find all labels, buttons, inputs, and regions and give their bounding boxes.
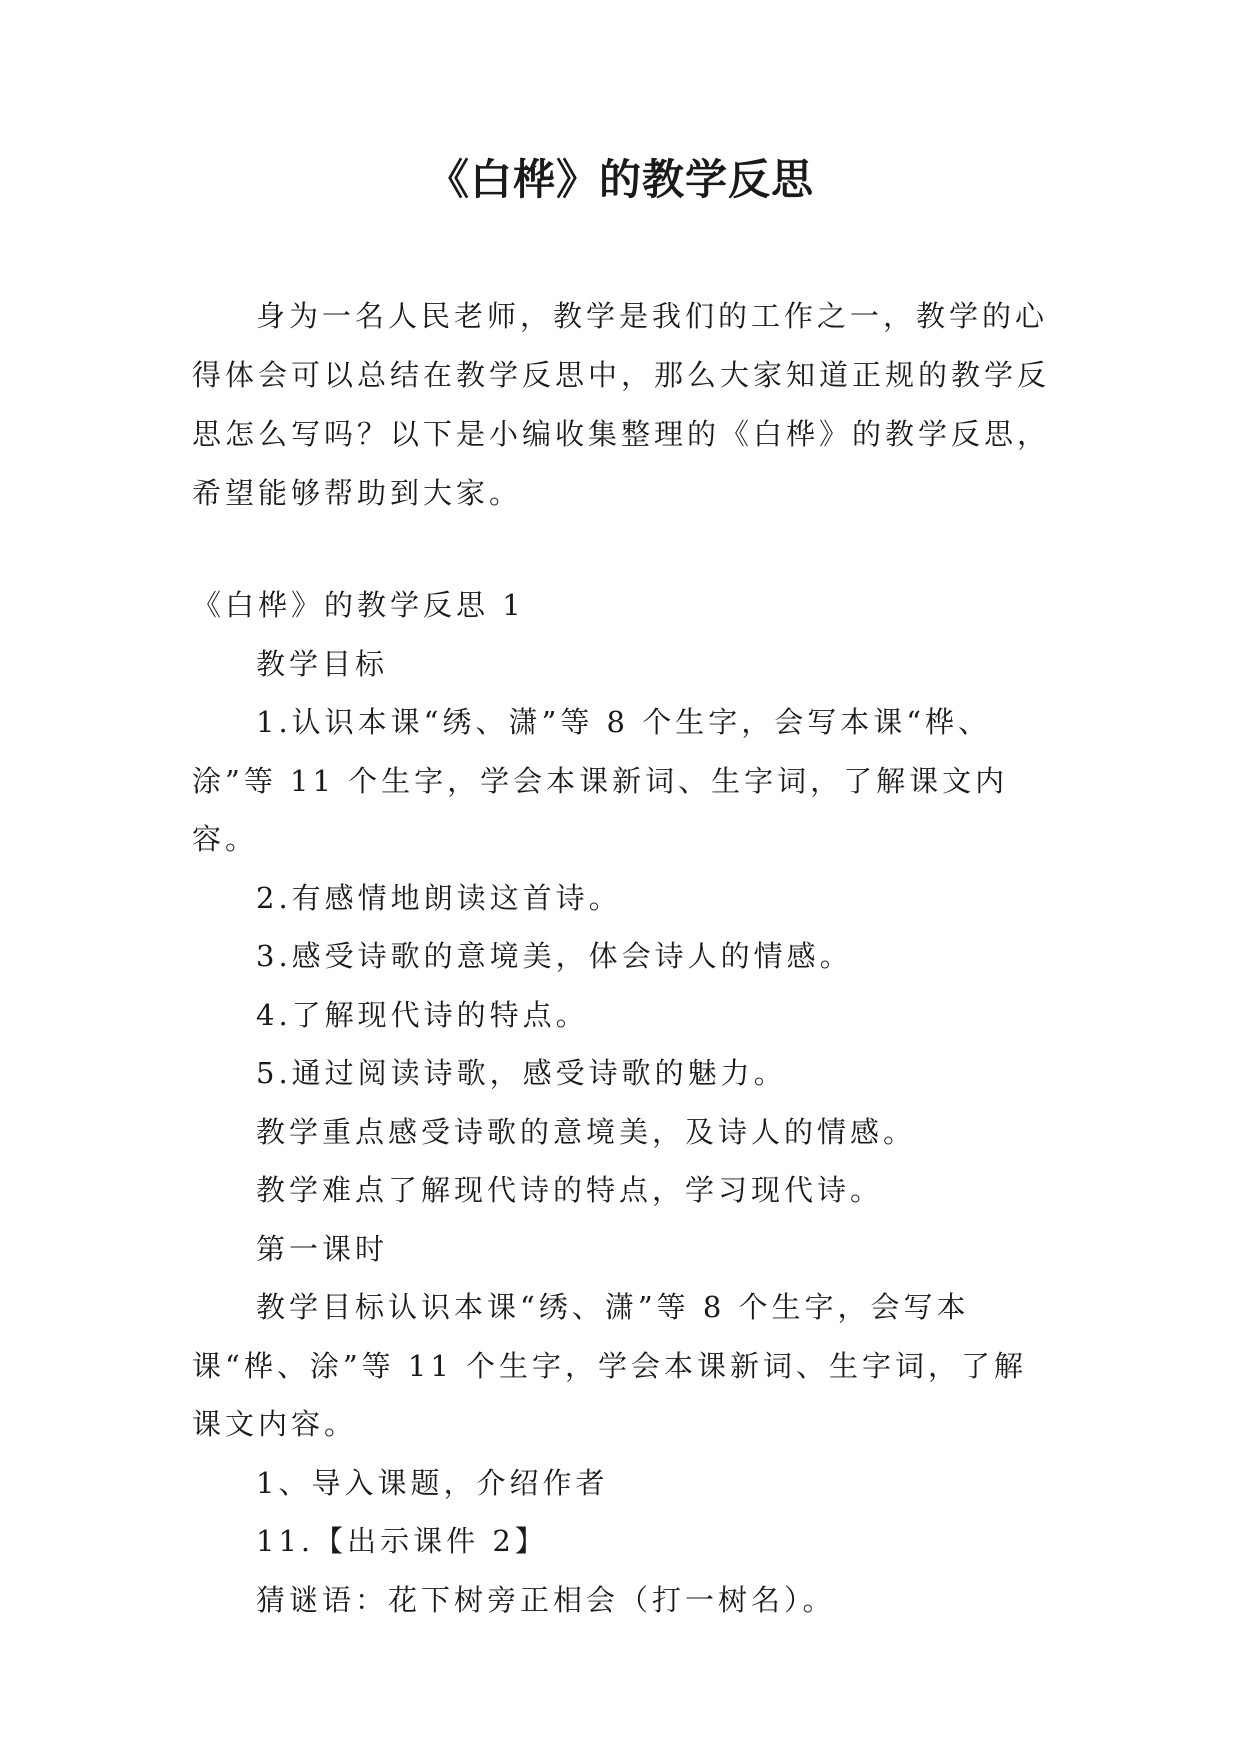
section-heading: 《白桦》的教学反思 1 (192, 588, 525, 622)
document-title: 《白桦》的教学反思 (426, 155, 814, 204)
teaching-focus: 教学重点感受诗歌的意境美，及诗人的情感。 (256, 1114, 917, 1149)
first-lesson-label: 第一课时 (256, 1231, 389, 1266)
first-lesson-goal: 教学目标认识本课“绣、潇”等 8 个生字，会写本课“桦、涂”等 11 个生字，学会本课新词、生字词，了解课文内容。 (192, 1290, 1027, 1441)
step-intro-topic: 1、导入课题，介绍作者 (256, 1465, 609, 1500)
section-1 (192, 576, 1054, 1629)
teaching-goals-label: 教学目标 (256, 646, 389, 681)
goal-item-2: 2.有感情地朗读这首诗。 (256, 880, 622, 915)
riddle-line: 猜谜语：花下树旁正相会（打一树名）。 (256, 1582, 836, 1617)
goal-item-4: 4.了解现代诗的特点。 (256, 997, 589, 1032)
teaching-difficulty: 教学难点了解现代诗的特点，学习现代诗。 (256, 1173, 884, 1207)
courseware-note: 11.【出示课件 2】 (256, 1524, 548, 1558)
intro-text: 身为一名人民老师，教学是我们的工作之一，教学的心得体会可以总结在教学反思中，那么大家知道正规的教学反思怎么写吗？以下是小编收集整理的《白桦》的教学反思，希望能够帮助到大家。 (192, 299, 1051, 510)
goal-item-5: 5.通过阅读诗歌，感受诗歌的魅力。 (256, 1056, 787, 1090)
intro-paragraph (192, 287, 1054, 523)
goal-item-1: 1.认识本课“绣、潇”等 8 个生字，会写本课“桦、涂”等 11 个生字，学会本课新词、生字词，了解课文内容。 (192, 705, 1009, 856)
goal-item-3: 3.感受诗歌的意境美，体会诗人的情感。 (256, 939, 853, 973)
